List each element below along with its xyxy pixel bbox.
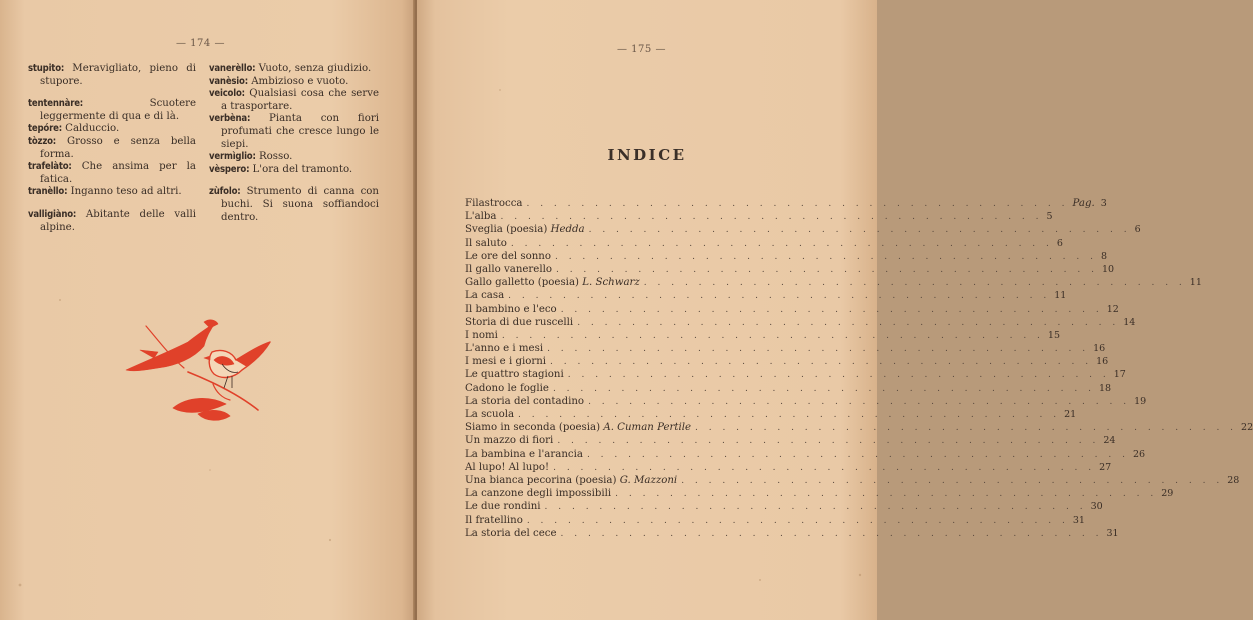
glossary-definition: Scuotere leggermente di qua e di là. (40, 98, 196, 122)
toc-title (465, 263, 552, 276)
toc-page-number: 10 (1102, 263, 1115, 275)
toc-title-text: Il gallo vanerello (465, 263, 552, 275)
glossary-term: vermìglio: (209, 151, 256, 163)
toc-title-text: La casa (465, 290, 505, 302)
toc-title (465, 474, 677, 487)
birds-illustration (118, 312, 278, 430)
toc-row (465, 434, 1116, 447)
toc-title (465, 487, 611, 500)
toc-page-number: 6 (1134, 224, 1141, 236)
toc-leader-dots: . . . . . . . . . . . . . . . . . . . . . . . . . . . . . . . . . . . . . . . . (552, 383, 1095, 394)
glossary-definition: Abitante delle valli alpine. (40, 208, 196, 233)
toc-title (465, 527, 557, 540)
toc-page-number: 3 (1100, 198, 1107, 209)
toc-page-number: 29 (1161, 488, 1174, 500)
toc-title (465, 329, 498, 342)
index-title: INDICE (607, 146, 687, 164)
toc-page-number: 5 (1046, 211, 1053, 223)
toc-pag-label: Pag. (1072, 198, 1095, 209)
toc-title-text: I mesi e i giorni (465, 356, 547, 368)
glossary-definition: Rosso. (258, 151, 293, 163)
toc-title-text: Storia di due ruscelli (465, 316, 574, 328)
glossary-term: valligiàno: (28, 208, 77, 220)
toc-leader-dots: . . . . . . . . . . . . . . . . . . . . . . . . . . . . . . . . . . . . . . . . (553, 462, 1096, 473)
glossary-entry (209, 186, 379, 224)
toc-row (465, 355, 1109, 368)
glossary-entry (209, 63, 379, 76)
toc-page-number: 8 (1100, 250, 1108, 262)
glossary-term: vanèsio: (209, 75, 248, 87)
toc-row (465, 316, 1136, 329)
glossary-term: vèspero: (209, 163, 250, 175)
toc-page-number: 26 (1132, 448, 1146, 460)
toc-row (465, 197, 1107, 210)
glossary-term: tentennàre: (28, 98, 84, 110)
toc-leader-dots: . . . . . . . . . . . . . . . . . . . . . . . . . . . . . . . . . . . . . . . . (560, 304, 1103, 315)
toc-leader-dots: . . . . . . . . . . . . . . . . . . . . . . . . . . . . . . . . . . . . . . . . (615, 489, 1158, 500)
toc-title (465, 514, 523, 527)
toc-leader-dots: . . . . . . . . . . . . . . . . . . . . . . . . . . . . . . . . . . . . . . . . (586, 449, 1129, 460)
toc-row (465, 500, 1103, 513)
glossary-entry (28, 123, 196, 136)
toc-title-text: Al lupo! Al lupo! (465, 461, 550, 473)
glossary-entry (28, 98, 196, 123)
toc-title (465, 223, 585, 236)
toc-row (465, 527, 1119, 540)
toc-leader-dots: . . . . . . . . . . . . . . . . . . . . . . . . . . . . . . . . . . . . . . . . (554, 251, 1097, 262)
page-number-right: — 175 — (617, 44, 666, 55)
toc-leader-dots: . . . . . . . . . . . . . . . . . . . . . . . . . . . . . . . . . . . . . . . . (567, 370, 1110, 381)
toc-page-number: 28 (1227, 474, 1240, 486)
glossary-definition: Strumento di canna con buchi. Si suona soffiandoci dentro. (221, 186, 379, 223)
toc-title-text: Siamo in seconda (poesia) (465, 422, 601, 434)
toc-leader-dots: . . . . . . . . . . . . . . . . . . . . . . . . . . . . . . . . . . . . . . . . (510, 238, 1053, 249)
glossary-term: tranèllo: (28, 186, 68, 198)
toc-leader-dots: . . . . . . . . . . . . . . . . . . . . . . . . . . . . . . . . . . . . . . . . (544, 502, 1087, 513)
toc-title-text: Le due rondini (465, 501, 541, 513)
toc-row (465, 289, 1067, 302)
toc-title (465, 197, 522, 210)
toc-row (465, 342, 1106, 355)
toc-title (465, 395, 584, 408)
toc-page-number: 11 (1189, 277, 1202, 289)
glossary-term: vanerèllo: (209, 63, 256, 74)
toc-page-number: 15 (1047, 329, 1060, 341)
toc-page-number: 17 (1113, 369, 1126, 381)
glossary-term: zùfolo: (209, 186, 241, 198)
toc-title-text: Le quattro stagioni (465, 369, 564, 381)
toc-author: G. Mazzoni (619, 474, 678, 486)
toc-title (465, 276, 640, 289)
page-number-left: — 174 — (176, 38, 225, 49)
toc-leader-dots: . . . . . . . . . . . . . . . . . . . . . . . . . . . . . . . . . . . . . . . . (550, 357, 1093, 368)
glossary-entry (209, 151, 379, 164)
toc-title-text: La storia del cece (465, 527, 557, 539)
glossary-definition: Calduccio. (65, 123, 120, 135)
toc-row (465, 514, 1085, 527)
toc-page-number: 31 (1106, 527, 1119, 539)
toc-title-text: La scuola (465, 409, 515, 420)
toc-page-number: 11 (1054, 290, 1067, 302)
toc-row (465, 395, 1147, 408)
glossary-entry (28, 209, 196, 234)
glossary-term: tepóre: (28, 123, 62, 135)
glossary-term: trafelàto: (28, 161, 72, 173)
glossary-entry (28, 63, 196, 88)
toc-leader-dots: . . . . . . . . . . . . . . . . . . . . . . . . . . . . . . . . . . . . . . . . (555, 264, 1098, 275)
toc-leader-dots: . . . . . . . . . . . . . . . . . . . . . . . . . . . . . . . . . . . . . . . . (681, 475, 1224, 486)
toc-page-number: 16 (1096, 356, 1109, 368)
glossary-entry (28, 161, 196, 186)
toc-page-number: 21 (1064, 409, 1077, 420)
toc-title-text: Filastrocca (465, 198, 523, 209)
toc-title-text: La bambina e l'arancia (465, 448, 583, 460)
toc-row (465, 448, 1146, 461)
toc-leader-dots: . . . . . . . . . . . . . . . . . . . . . . . . . . . . . . . . . . . . . . . . (588, 396, 1131, 407)
toc-row (465, 421, 1253, 434)
toc-title (465, 368, 564, 381)
left-page (0, 0, 415, 620)
glossary-term: stupito: (28, 63, 65, 74)
toc-title (465, 382, 549, 395)
toc-leader-dots: . . . . . . . . . . . . . . . . . . . . . . . . . . . . . . . . . . . . . . . . (518, 410, 1061, 420)
toc-row (465, 382, 1112, 395)
glossary-entry (209, 76, 379, 89)
toc-leader-dots: . . . . . . . . . . . . . . . . . . . . . . . . . . . . . . . . . . . . . . . . (547, 344, 1090, 355)
glossary-column-1 (28, 63, 196, 234)
toc-title (465, 210, 497, 223)
toc-page-number: 30 (1090, 501, 1103, 513)
toc-title (465, 316, 573, 329)
toc-author: L. Schwarz (582, 277, 640, 289)
toc-leader-dots: . . . . . . . . . . . . . . . . . . . . . . . . . . . . . . . . . . . . . . . . (560, 528, 1103, 539)
toc-row (465, 303, 1119, 316)
toc-title-text: Gallo galletto (poesia) (465, 277, 579, 289)
toc-leader-dots: . . . . . . . . . . . . . . . . . . . . . . . . . . . . . . . . . . . . . . . . (588, 225, 1131, 236)
toc-title-text: La canzone degli impossibili (465, 488, 612, 500)
toc-page-number: 31 (1072, 514, 1085, 526)
glossary-definition: Grosso e senza bella forma. (40, 135, 196, 160)
toc-row (465, 210, 1053, 223)
toc-leader-dots: . . . . . . . . . . . . . . . . . . . . . . . . . . . . . . . . . . . . . . . . (501, 330, 1044, 341)
toc-row (465, 461, 1112, 474)
toc-title-text: L'alba (465, 211, 497, 223)
glossary-definition: Vuoto, senza giudizio. (258, 63, 372, 74)
toc-row (465, 474, 1240, 487)
toc-title (465, 289, 504, 302)
toc-title-text: Una bianca pecorina (poesia) (465, 474, 617, 486)
toc-title (465, 421, 691, 434)
right-page (417, 0, 1253, 620)
toc-page-number: 18 (1098, 382, 1112, 394)
toc-page-number: 12 (1106, 303, 1119, 315)
toc-title (465, 500, 541, 513)
toc-title-text: Sveglia (poesia) (465, 224, 548, 236)
toc-row (465, 263, 1115, 276)
toc-title-text: La storia del contadino (465, 395, 585, 407)
glossary-term: verbèna: (209, 113, 251, 125)
toc-row (465, 223, 1141, 236)
glossary-definition: Meravigliato, pieno di stupore. (40, 63, 196, 87)
toc-author: Hedda (550, 224, 585, 236)
glossary-definition: Che ansima per la fatica. (40, 161, 196, 185)
toc-leader-dots: . . . . . . . . . . . . . . . . . . . . . . . . . . . . . . . . . . . . . . . . (526, 515, 1069, 526)
toc-leader-dots: . . . . . . . . . . . . . . . . . . . . . . . . . . . . . . . . . . . . . . . . (526, 199, 1069, 209)
toc-row (465, 250, 1108, 263)
toc-title (465, 355, 546, 368)
glossary-definition: L'ora del tramonto. (252, 163, 353, 175)
toc-leader-dots: . . . . . . . . . . . . . . . . . . . . . . . . . . . . . . . . . . . . . . . . (577, 317, 1120, 328)
glossary-term: tòzzo: (28, 135, 56, 147)
toc-page-number: 24 (1103, 435, 1116, 447)
toc-leader-dots: . . . . . . . . . . . . . . . . . . . . . . . . . . . . . . . . . . . . . . . . (695, 423, 1238, 434)
toc-title-text: Un mazzo di fiori (465, 435, 554, 447)
glossary-entry (209, 88, 379, 113)
toc-row (465, 408, 1077, 421)
toc-title-text: Il saluto (465, 237, 507, 249)
toc-leader-dots: . . . . . . . . . . . . . . . . . . . . . . . . . . . . . . . . . . . . . . . . (508, 291, 1051, 302)
glossary-entry (209, 164, 379, 177)
toc-title-text: Cadono le foglie (465, 382, 549, 394)
toc-author: A. Cuman Pertile (603, 422, 692, 434)
toc-page-number: 19 (1134, 395, 1147, 407)
toc-title (465, 303, 557, 316)
toc-title (465, 434, 553, 447)
glossary-definition: Inganno teso ad altri. (70, 186, 182, 198)
toc-title-text: Il fratellino (465, 514, 523, 526)
toc-page-number: 22 (1241, 422, 1253, 434)
toc-row (465, 368, 1126, 381)
toc-title (465, 408, 514, 421)
toc-row (465, 237, 1063, 250)
glossary-column-2 (209, 63, 379, 224)
toc-title (465, 250, 551, 263)
table-of-contents (465, 197, 1253, 540)
toc-page-number: 16 (1093, 343, 1106, 355)
toc-title (465, 461, 549, 474)
toc-row (465, 329, 1060, 342)
glossary-definition: Pianta con fiori profumati che cresce lungo le siepi. (221, 113, 379, 150)
toc-title (465, 448, 583, 461)
glossary-definition: Qualsiasi cosa che serve a trasportare. (221, 88, 379, 112)
toc-title-text: I nomi (465, 329, 498, 341)
glossary-entry (28, 186, 196, 199)
toc-title (465, 237, 507, 250)
toc-title-text: L'anno e i mesi (465, 343, 544, 355)
toc-leader-dots: . . . . . . . . . . . . . . . . . . . . . . . . . . . . . . . . . . . . . . . . (500, 212, 1043, 223)
toc-title-text: Il bambino e l'eco (465, 303, 557, 315)
toc-title-text: Le ore del sonno (465, 250, 551, 262)
toc-row (465, 276, 1202, 289)
glossary-term: veicolo: (209, 88, 245, 100)
toc-leader-dots: . . . . . . . . . . . . . . . . . . . . . . . . . . . . . . . . . . . . . . . . (557, 436, 1100, 447)
toc-page-number: 14 (1123, 316, 1136, 328)
toc-leader-dots: . . . . . . . . . . . . . . . . . . . . . . . . . . . . . . . . . . . . . . . . (643, 278, 1186, 289)
glossary-entry (209, 113, 379, 151)
glossary-definition: Ambizioso e vuoto. (251, 75, 349, 87)
glossary-entry (28, 136, 196, 161)
toc-page-number: 27 (1099, 461, 1112, 473)
toc-page-number: 6 (1056, 237, 1063, 249)
toc-title (465, 342, 543, 355)
toc-row (465, 487, 1174, 500)
